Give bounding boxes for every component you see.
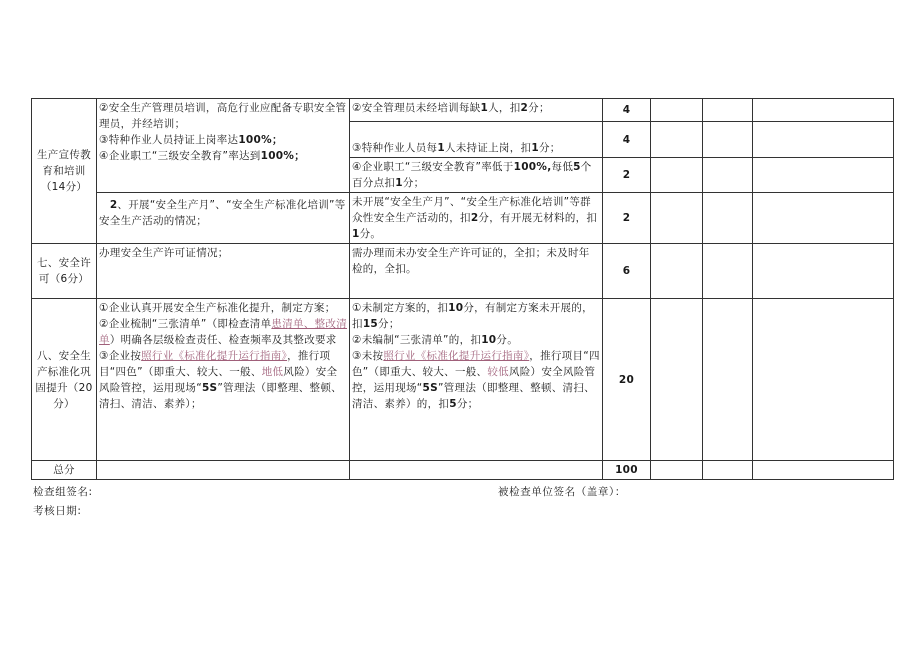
table-row xyxy=(32,299,894,461)
empty-cell xyxy=(97,461,350,480)
empty-cell xyxy=(651,193,703,244)
text-run: 分。 xyxy=(359,228,382,240)
text-run: ②安全生产管理员培训，高危行业应配备专职安全管理员，并经培训； xyxy=(99,102,347,130)
standard-cell xyxy=(350,99,603,122)
empty-cell xyxy=(703,244,753,299)
text-run: ”管理法（即整理、整顿、清扫、清洁、素养）的，扣 xyxy=(352,382,595,410)
text-run: ③未按 xyxy=(352,350,384,362)
empty-cell xyxy=(651,122,703,158)
text-run: 风险）安全风险管控，运用现场“ xyxy=(352,366,596,394)
category-cell: 八、安全生产标准化巩固提升（20分） xyxy=(32,299,97,461)
text-run: 照行业《标准化提升运行指南》 xyxy=(383,350,530,362)
empty-cell xyxy=(703,99,753,122)
text-run: 1 xyxy=(395,177,403,189)
text-run: 分； xyxy=(402,177,425,189)
empty-cell xyxy=(703,122,753,158)
text-run: 需办理而未办安全生产许可证的，全扣；未及时年检的，全扣。 xyxy=(352,247,590,275)
text-run: ②企业梳制“三张清单”（即检查清单 xyxy=(99,318,272,330)
assessment-date-label: 考核日期: xyxy=(33,505,82,517)
empty-cell xyxy=(753,122,894,158)
text-run: 100%； xyxy=(260,150,306,162)
standard-cell xyxy=(350,299,603,461)
category-cell: 生产宣传教育和培训（14分） xyxy=(32,99,97,244)
text-run: ，推行项目“四色”（即重大、较大、一般、 xyxy=(352,350,600,378)
text-run: ④企业职工“三级安全教育”率低于 xyxy=(352,161,514,173)
empty-cell xyxy=(753,244,894,299)
text-run: 15 xyxy=(362,318,379,330)
score-cell: 4 xyxy=(603,99,651,122)
inspected-unit-signature-label: 被检查单位签名（盖章）： xyxy=(498,486,626,498)
score-cell: 20 xyxy=(603,299,651,461)
text-run: 10 xyxy=(448,302,464,314)
text-run: 办理安全生产许可证情况； xyxy=(99,247,229,259)
empty-cell xyxy=(651,244,703,299)
text-run: ，推行项目“四色”（即重大、较大、一般、 xyxy=(99,350,331,378)
text-run: 分； xyxy=(528,102,550,114)
text-run: 人未持证上岗，扣 xyxy=(444,142,532,154)
score-cell: 4 xyxy=(603,122,651,158)
text-run: 、开展“安全生产月”、“安全生产标准化培训”等安全生产活动的情况； xyxy=(99,199,346,227)
content-cell xyxy=(97,193,350,244)
empty-cell xyxy=(651,99,703,122)
standard-cell xyxy=(350,244,603,299)
total-score: 100 xyxy=(603,461,651,480)
empty-cell xyxy=(753,299,894,461)
text-run: ”管理法（即整理、整顿、清扫、清洁、素养）； xyxy=(99,382,342,410)
content-cell xyxy=(97,299,350,461)
total-row xyxy=(32,461,894,480)
text-run: ③企业按 xyxy=(99,350,142,362)
empty-cell xyxy=(703,461,753,480)
table-row xyxy=(32,193,894,244)
text-run: 5S xyxy=(201,382,218,394)
text-run: 100%； xyxy=(238,134,283,146)
text-run: 风险）安全风险管控，运用现场“ xyxy=(99,366,338,394)
text-run: 1 xyxy=(531,142,539,154)
text-run: ）明确各层级检查责任、检查频率及其整改要求 xyxy=(109,334,337,346)
text-run: 分； xyxy=(456,398,479,410)
text-run: 分； xyxy=(538,142,561,154)
text-run: 10 xyxy=(481,334,497,346)
empty-cell xyxy=(651,158,703,193)
text-run: 分，有制定方案未开展的，扣 xyxy=(352,302,593,330)
standard-cell xyxy=(350,193,603,244)
text-run: 5 xyxy=(573,161,581,173)
text-run xyxy=(99,199,110,211)
text-run: ④企业职工“三级安全教育”率达到 xyxy=(99,150,261,162)
empty-cell xyxy=(703,299,753,461)
assessment-table xyxy=(31,98,894,480)
text-run: ①企业认真开展安全生产标准化提升，制定方案； xyxy=(99,302,336,314)
text-run: 分。 xyxy=(496,334,519,346)
text-run: 较低 xyxy=(487,366,509,378)
table-row xyxy=(32,99,894,122)
score-cell: 6 xyxy=(603,244,651,299)
empty-cell xyxy=(753,158,894,193)
text-run: 人，扣 xyxy=(488,102,521,114)
text-run: 2 xyxy=(109,199,118,211)
text-run: 5S xyxy=(422,382,439,394)
text-run: 1 xyxy=(480,102,489,114)
content-cell xyxy=(97,99,350,193)
category-cell: 七、安全许可（6分） xyxy=(32,244,97,299)
empty-cell xyxy=(703,158,753,193)
content-cell xyxy=(97,244,350,299)
text-run: 5 xyxy=(449,398,457,410)
empty-cell xyxy=(753,193,894,244)
text-run: ②安全管理员未经培训每缺 xyxy=(352,102,481,114)
text-run: ③特种作业人员每 xyxy=(352,142,438,154)
empty-cell xyxy=(753,99,894,122)
text-run: ①未制定方案的，扣 xyxy=(352,302,449,314)
text-run: ③特种作业人员持证上岗率达 xyxy=(99,134,239,146)
standard-cell xyxy=(350,122,603,158)
empty-cell xyxy=(350,461,603,480)
text-run: 100%, xyxy=(513,161,552,173)
inspector-signature-label: 检查组签名: xyxy=(33,486,93,498)
empty-cell xyxy=(753,461,894,480)
score-cell: 2 xyxy=(603,193,651,244)
text-run: 未开展“安全生产月”、“安全生产标准化培训”等群众性安全生产活动的，扣 xyxy=(352,196,591,224)
table-row xyxy=(32,244,894,299)
text-run: 个百分点扣 xyxy=(352,161,592,189)
text-run: 每低 xyxy=(551,161,574,173)
text-run: 1 xyxy=(437,142,445,154)
total-label: 总分 xyxy=(32,461,97,480)
text-run: 1 xyxy=(352,228,360,240)
text-run: 2 xyxy=(520,102,529,114)
empty-cell xyxy=(651,461,703,480)
standard-cell xyxy=(350,158,603,193)
text-run: 患清单、整改清单 xyxy=(99,318,348,346)
text-run: 分； xyxy=(378,318,400,330)
text-run: 2 xyxy=(470,212,479,224)
text-run: 照行业《标准化提升运行指南》 xyxy=(141,350,288,362)
text-run: 分，有开展无材料的，扣 xyxy=(478,212,598,224)
score-cell: 2 xyxy=(603,158,651,193)
text-run: ②未编制“三张清单”的，扣 xyxy=(352,334,482,346)
empty-cell xyxy=(703,193,753,244)
empty-cell xyxy=(651,299,703,461)
text-run: 地低 xyxy=(261,366,284,378)
